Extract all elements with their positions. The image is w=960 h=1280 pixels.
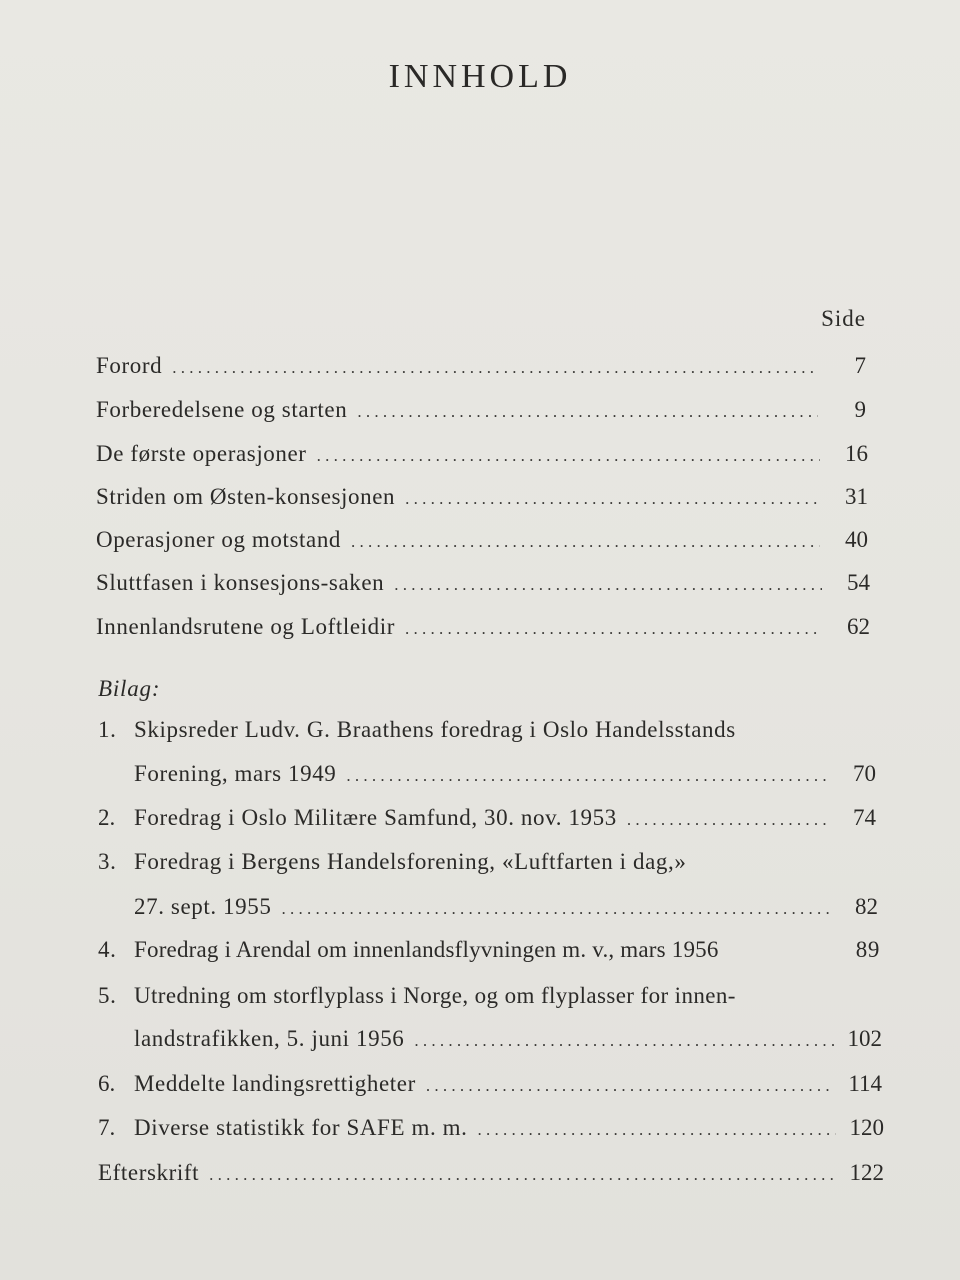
toc-entry-page: 7: [854, 353, 866, 378]
toc-entry-page: 89: [855, 937, 880, 962]
appendix-5-first-line[interactable]: [98, 980, 736, 1012]
toc-entry-appendix-3[interactable]: [134, 891, 878, 923]
toc-entry-de-forste-operasjoner[interactable]: [96, 438, 868, 470]
toc-entry-page: 16: [845, 441, 868, 466]
appendix-title: Utredning om storflyplass i Norge, og om flyplasser for innen-: [134, 983, 736, 1008]
toc-entry-appendix-1[interactable]: [134, 758, 876, 790]
appendix-title: Foredrag i Bergens Handelsforening, «Luftfarten i dag,»: [134, 849, 687, 874]
dot-leader: [405, 613, 822, 645]
toc-entry-page: 31: [845, 484, 868, 509]
toc-entry-forberedelsene[interactable]: [96, 394, 866, 426]
dot-leader: [172, 352, 818, 384]
appendix-title: Foredrag i Arendal om innenlandsflyvningen m. v., mars 1956: [134, 937, 719, 962]
appendix-title-continued: Forening, mars 1949: [134, 761, 337, 786]
dot-leader: [346, 760, 828, 792]
toc-entry-appendix-5[interactable]: [134, 1023, 882, 1055]
toc-entry-efterskrift[interactable]: [98, 1157, 884, 1189]
dot-leader: [426, 1070, 834, 1102]
side-column-header: Side: [821, 306, 866, 331]
appendix-title: Diverse statistikk for SAFE m. m.: [134, 1115, 468, 1140]
toc-entry-page: 122: [849, 1160, 884, 1185]
toc-entry-label: Forberedelsene og starten: [96, 397, 348, 422]
toc-entry-appendix-6[interactable]: [98, 1068, 882, 1100]
toc-entry-label: Sluttfasen i konsesjons-saken: [96, 570, 385, 595]
appendix-number: 6.: [98, 1071, 116, 1096]
appendix-number: 1.: [98, 717, 117, 742]
toc-entry-label: Innenlandsrutene og Loftleidir: [96, 614, 396, 639]
appendix-number: 7.: [98, 1115, 116, 1140]
page-title: INNHOLD: [388, 58, 572, 95]
toc-entry-page: 62: [847, 614, 870, 639]
appendix-title-continued: 27. sept. 1955: [134, 894, 272, 919]
appendix-3-first-line[interactable]: [98, 846, 686, 878]
toc-entry-page: 74: [853, 805, 876, 830]
toc-entry-page: 114: [848, 1071, 882, 1096]
toc-entry-label: De første operasjoner: [96, 441, 307, 466]
toc-entry-page: 54: [847, 570, 870, 595]
toc-entry-label: Efterskrift: [98, 1160, 200, 1185]
appendix-number: 2.: [98, 805, 116, 830]
toc-entry-appendix-7[interactable]: [98, 1112, 884, 1144]
toc-entry-appendix-2[interactable]: [98, 802, 876, 834]
toc-entry-page: 102: [847, 1026, 882, 1051]
appendix-1-first-line[interactable]: [98, 714, 736, 746]
dot-leader: [351, 526, 820, 558]
appendix-title: Foredrag i Oslo Militære Samfund, 30. nov. 1953: [134, 805, 617, 830]
toc-entry-page: 120: [849, 1115, 884, 1140]
toc-entry-page: 9: [854, 397, 866, 422]
toc-entry-innenlandsrutene[interactable]: [96, 611, 870, 643]
dot-leader: [414, 1025, 833, 1057]
toc-entry-label: Operasjoner og motstand: [96, 527, 342, 552]
toc-entry-label: Striden om Østen-konsesjonen: [96, 484, 396, 509]
toc-entry-operasjoner-og-motstand[interactable]: [96, 524, 868, 556]
dot-leader: [405, 483, 820, 515]
dot-leader: [281, 893, 830, 925]
toc-entry-striden[interactable]: [96, 481, 868, 513]
toc-entry-page: 82: [855, 894, 878, 919]
dot-leader: [357, 396, 818, 428]
toc-entry-label: Forord: [96, 353, 163, 378]
appendix-number: 5.: [98, 983, 117, 1008]
dot-leader: [394, 569, 822, 601]
toc-entry-forord[interactable]: [96, 350, 866, 382]
dot-leader: [317, 440, 820, 472]
toc-entry-page: 40: [845, 527, 868, 552]
toc-entry-appendix-4[interactable]: [98, 934, 880, 966]
dot-leader: [627, 804, 828, 836]
toc-entry-page: 70: [853, 761, 876, 786]
appendix-title: Meddelte landingsrettigheter: [134, 1071, 416, 1096]
appendix-number: 4.: [98, 937, 117, 962]
appendix-number: 3.: [98, 849, 117, 874]
dot-leader: [477, 1114, 835, 1146]
appendix-heading: Bilag:: [98, 676, 161, 701]
appendix-title-continued: landstrafikken, 5. juni 1956: [134, 1026, 405, 1051]
toc-entry-sluttfasen[interactable]: [96, 567, 870, 599]
appendix-title: Skipsreder Ludv. G. Braathens foredrag i Oslo Handelsstands: [134, 717, 736, 742]
dot-leader: [209, 1159, 835, 1191]
